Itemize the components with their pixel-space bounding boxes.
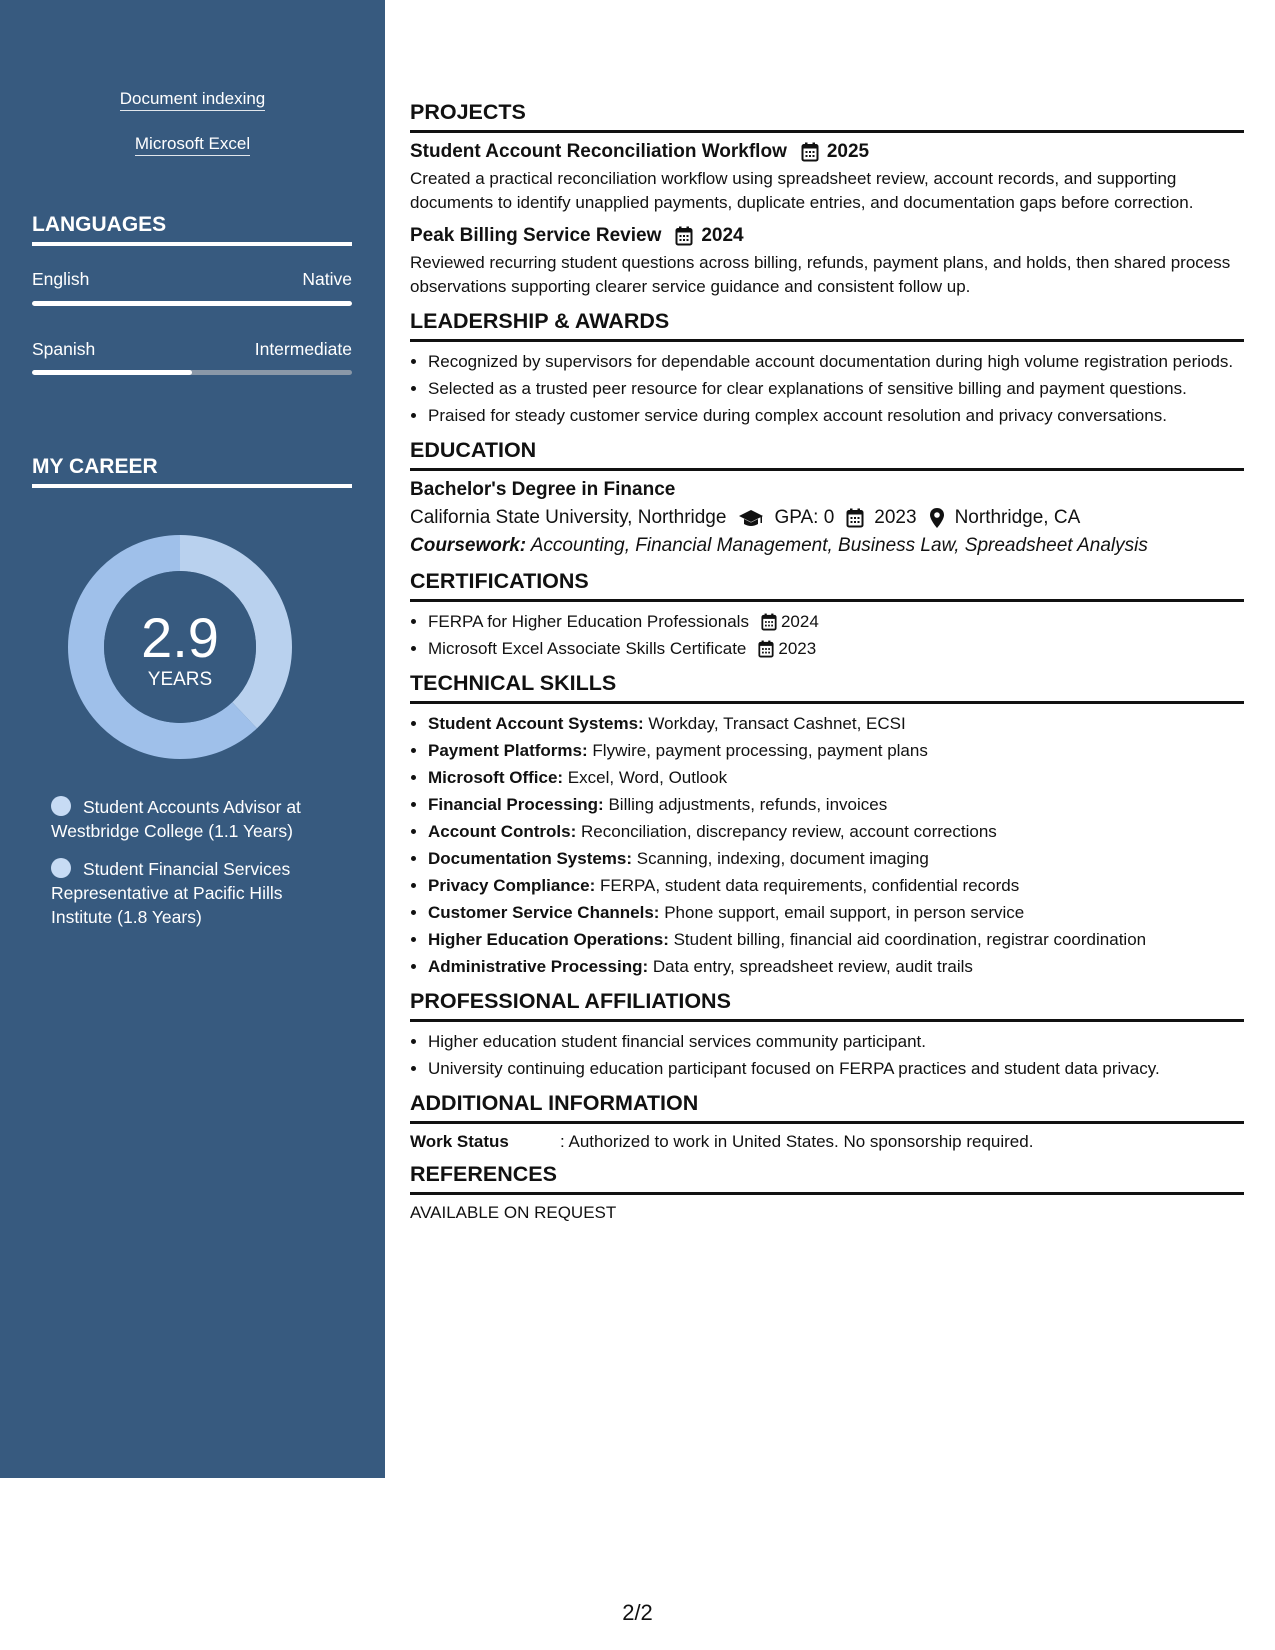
projects-heading: PROJECTS <box>410 100 1244 133</box>
location-pin-icon <box>929 507 945 529</box>
gpa: GPA: 0 <box>774 507 835 528</box>
career-item: Student Accounts Advisor at Westbridge College (1.1 Years) <box>51 797 301 841</box>
technical-skills-list <box>410 712 1244 979</box>
language-bar-fill <box>32 370 192 375</box>
education-heading: EDUCATION <box>410 438 1244 471</box>
list-item: • FERPA for Higher Education Professionals 2024 <box>428 610 1244 634</box>
list-item: • Microsoft Excel Associate Skills Certificate 2023 <box>428 637 1244 661</box>
sidebar <box>0 0 385 1478</box>
career-unit: YEARS <box>147 669 213 690</box>
language-bar-english <box>32 301 352 306</box>
graduation-cap-icon <box>738 508 764 528</box>
references-text: AVAILABLE ON REQUEST <box>410 1203 617 1222</box>
calendar-icon <box>801 142 819 162</box>
certifications-list <box>410 610 1244 661</box>
language-row-spanish <box>32 339 352 360</box>
page-number: 2/2 <box>622 1600 653 1625</box>
leadership-list <box>410 350 1244 428</box>
coursework <box>410 535 1244 557</box>
career-donut <box>66 533 294 761</box>
list-item: • Privacy Compliance: FERPA, student data requirements, confidential records <box>428 874 1244 898</box>
education-details <box>410 507 1244 529</box>
skill-link-microsoft-excel[interactable]: Microsoft Excel <box>0 134 385 154</box>
calendar-icon <box>758 640 774 658</box>
list-item: • Recognized by supervisors for dependable account documentation during high volume registration periods. <box>428 350 1244 374</box>
list-item: • Documentation Systems: Scanning, indexing, document imaging <box>428 847 1244 871</box>
list-item: • Selected as a trusted peer resource for clear explanations of sensitive billing and payment questions. <box>428 377 1244 401</box>
language-bar-fill <box>32 301 352 306</box>
project-title: Peak Billing Service Review 2024 <box>410 225 744 246</box>
leadership-heading: LEADERSHIP & AWARDS <box>410 309 1244 342</box>
skill-link-document-indexing[interactable]: Document indexing <box>0 89 385 109</box>
list-item: • Account Controls: Reconciliation, discrepancy review, account corrections <box>428 820 1244 844</box>
work-status-row <box>410 1132 1244 1152</box>
list-item: • Microsoft Office: Excel, Word, Outlook <box>428 766 1244 790</box>
list-item: • Customer Service Channels: Phone support, email support, in person service <box>428 901 1244 925</box>
work-status-label: Work Status <box>410 1132 509 1151</box>
language-row-english <box>32 269 352 290</box>
affiliations-heading: PROFESSIONAL AFFILIATIONS <box>410 989 1244 1022</box>
project-description: Reviewed recurring student questions across billing, refunds, payment plans, and holds, then shared process observations supporting clearer service guidance and consistent follow up. <box>410 253 1231 296</box>
calendar-icon <box>761 613 777 631</box>
list-item: • Higher Education Operations: Student billing, financial aid coordination, registrar coordination <box>428 928 1244 952</box>
list-item: • Higher education student financial services community participant. <box>428 1030 1244 1054</box>
language-level: Native <box>302 269 352 289</box>
coursework-list: Accounting, Financial Management, Business Law, Spreadsheet Analysis <box>530 535 1148 556</box>
list-item: • Financial Processing: Billing adjustments, refunds, invoices <box>428 793 1244 817</box>
main-content <box>410 90 1244 1223</box>
education-location: Northridge, CA <box>954 507 1081 528</box>
language-bar-spanish <box>32 370 352 375</box>
legend-dot <box>51 796 71 816</box>
degree: Bachelor's Degree in Finance <box>410 479 676 500</box>
calendar-icon <box>846 508 864 528</box>
list-item: • Praised for steady customer service during complex account resolution and privacy conversations. <box>428 404 1244 428</box>
list-item: • Payment Platforms: Flywire, payment processing, payment plans <box>428 739 1244 763</box>
project-description: Created a practical reconciliation workflow using spreadsheet review, account records, and supporting documents to identify unapplied payments, duplicate entries, and documentation gaps before correction. <box>410 169 1194 212</box>
certifications-heading: CERTIFICATIONS <box>410 569 1244 602</box>
school: California State University, Northridge <box>410 507 727 528</box>
career-item: Student Financial Services Representative at Pacific Hills Institute (1.8 Years) <box>51 859 291 927</box>
language-name: English <box>32 269 90 289</box>
languages-heading: LANGUAGES <box>32 213 352 246</box>
calendar-icon <box>675 226 693 246</box>
references-heading: REFERENCES <box>410 1162 1244 1195</box>
additional-info-heading: ADDITIONAL INFORMATION <box>410 1091 1244 1124</box>
list-item: • University continuing education participant focused on FERPA practices and student data privacy. <box>428 1057 1244 1081</box>
language-name: Spanish <box>32 339 96 359</box>
affiliations-list <box>410 1030 1244 1081</box>
career-total: 2.9 <box>141 606 219 669</box>
technical-skills-heading: TECHNICAL SKILLS <box>410 671 1244 704</box>
coursework-label: Coursework: <box>410 535 527 556</box>
list-item: • Student Account Systems: Workday, Transact Cashnet, ECSI <box>428 712 1244 736</box>
legend-dot <box>51 858 71 878</box>
language-level: Intermediate <box>254 339 352 359</box>
graduation-year: 2023 <box>874 507 917 528</box>
career-heading: MY CAREER <box>32 455 352 488</box>
list-item: • Administrative Processing: Data entry, spreadsheet review, audit trails <box>428 955 1244 979</box>
project-title: Student Account Reconciliation Workflow 2025 <box>410 141 870 162</box>
work-status-value: : Authorized to work in United States. No sponsorship required. <box>560 1132 1034 1151</box>
